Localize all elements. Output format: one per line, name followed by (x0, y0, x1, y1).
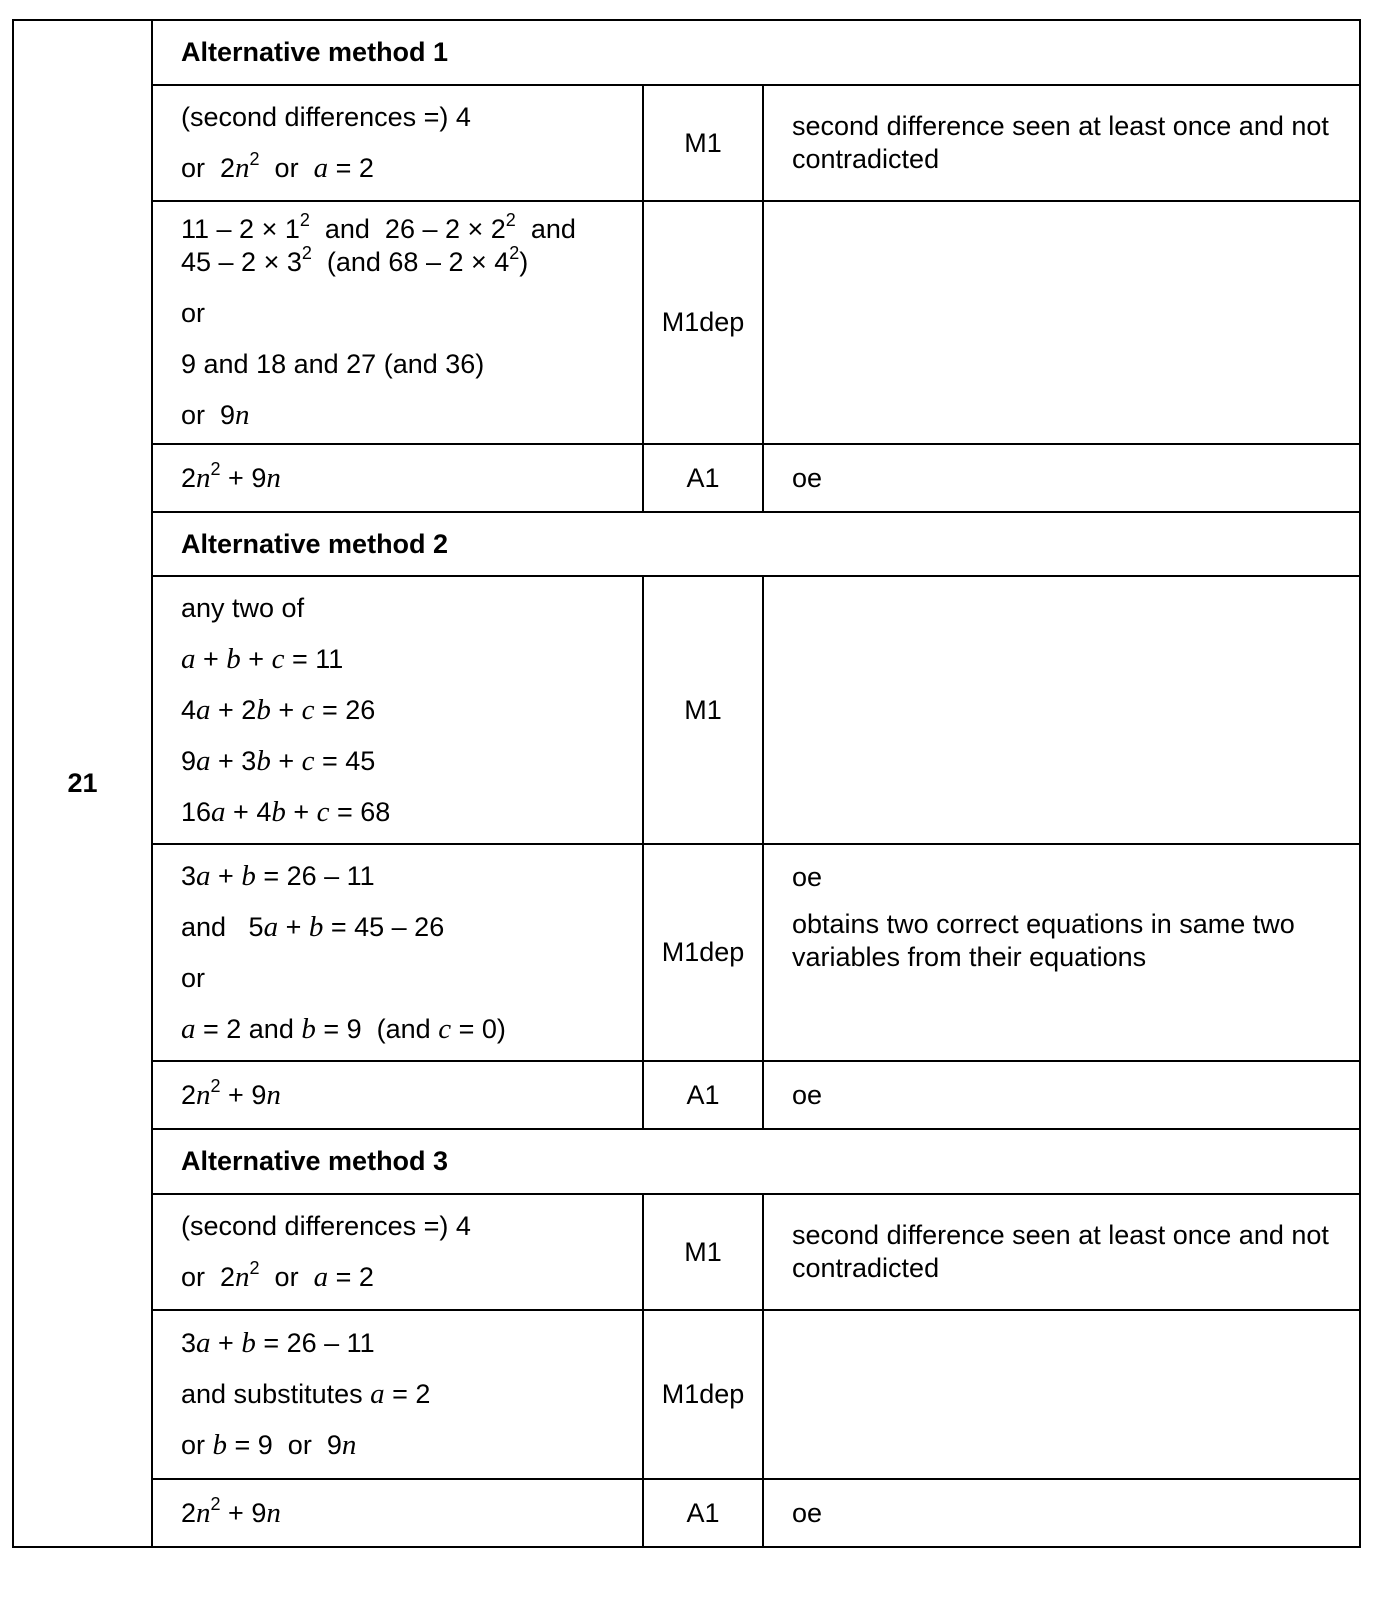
mark-cell: M1dep (643, 201, 763, 444)
m3-working-1 (152, 1194, 643, 1310)
question-number: 21 (13, 20, 152, 1547)
working-line: and 5a + b = 45 – 26 (181, 910, 445, 943)
m3-working-2 (152, 1310, 643, 1479)
working-line: (second differences =) 4 (181, 102, 471, 132)
working-line: or b = 9 or 9n (181, 1429, 357, 1461)
working-line: or 9n (181, 399, 250, 431)
working-line: a = 2 and b = 9 (and c = 0) (181, 1012, 506, 1045)
method-2-heading: Alternative method 2 (152, 512, 1360, 576)
m1-working-1 (152, 85, 643, 201)
comment-cell (763, 844, 1360, 1061)
m2-answer (152, 1061, 643, 1129)
mark-scheme-table (12, 19, 1361, 1548)
mark-cell: A1 (643, 444, 763, 512)
working-line: or $2n^2$ or a = 2 (181, 149, 374, 184)
comment-cell (763, 1310, 1360, 1479)
working-line: or (181, 298, 206, 328)
comment-cell: oe (763, 1061, 1360, 1129)
answer-line: $2n^2 + 9n$ (181, 458, 281, 494)
working-line: (second differences =) 4 (181, 1211, 471, 1241)
working-line: a + b + c = 11 (181, 642, 344, 675)
working-line: 3a + b = 26 – 11 (181, 1327, 375, 1359)
working-line: 3a + b = 26 – 11 (181, 859, 375, 892)
comment-cell: second difference seen at least once and not contradicted (763, 1194, 1360, 1310)
m3-answer (152, 1479, 643, 1547)
mark-cell: M1 (643, 85, 763, 201)
answer-line: $2n^2 + 9n$ (181, 1075, 281, 1111)
working-line: 9 and 18 and 27 (and 36) (181, 349, 485, 379)
working-line: 16a + 4b + c = 68 (181, 795, 391, 828)
working-line: 4a + 2b + c = 26 (181, 693, 376, 726)
comment-line: obtains two correct equations in same two variables from their equations (792, 909, 1295, 972)
working-line: $11 - 2 \times 1^2$ and $26 - 2 \times 2^2$ and (181, 210, 576, 244)
answer-line: $2n^2 + 9n$ (181, 1493, 281, 1529)
comment-cell: oe (763, 1479, 1360, 1547)
working-line: or $2n^2$ or a = 2 (181, 1258, 374, 1293)
working-line: $45 - 2 \times 3^2$ (and $68 - 2 \times 4^2$) (181, 243, 529, 277)
comment-cell: oe (763, 444, 1360, 512)
comment-cell (763, 201, 1360, 444)
working-line: and substitutes a = 2 (181, 1378, 431, 1410)
method-3-heading: Alternative method 3 (152, 1129, 1360, 1194)
mark-cell: M1 (643, 1194, 763, 1310)
working-line: 9a + 3b + c = 45 (181, 744, 376, 777)
working-line: or (181, 962, 206, 993)
mark-cell: A1 (643, 1479, 763, 1547)
mark-cell: M1 (643, 576, 763, 844)
m2-working-1 (152, 576, 643, 844)
mark-cell: M1dep (643, 1310, 763, 1479)
m1-answer (152, 444, 643, 512)
mark-cell: A1 (643, 1061, 763, 1129)
m2-working-2 (152, 844, 643, 1061)
comment-cell: second difference seen at least once and not contradicted (763, 85, 1360, 201)
mark-cell: M1dep (643, 844, 763, 1061)
method-1-heading: Alternative method 1 (152, 20, 1360, 85)
comment-line: oe (792, 862, 823, 892)
m1-working-2 (152, 201, 643, 444)
working-line: any two of (181, 592, 305, 623)
comment-cell (763, 576, 1360, 844)
